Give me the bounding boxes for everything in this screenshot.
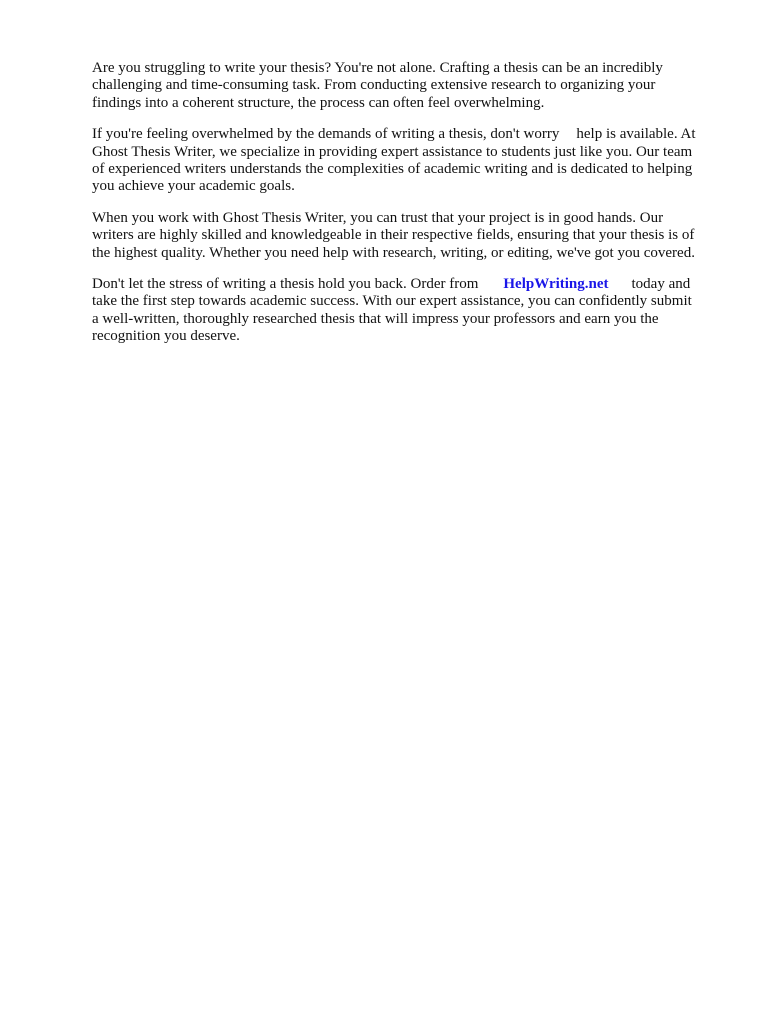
text-line: findings into a coherent structure, the process can often feel overwhelming. xyxy=(92,94,545,111)
text-line: Ghost Thesis Writer, we specialize in providing expert assistance to students just like you. Our team xyxy=(92,143,693,160)
text-line: take the first step towards academic success. With our expert assistance, you can confidently submit xyxy=(92,293,692,310)
text-line: a well-written, thoroughly researched thesis that will impress your professors and earn you the xyxy=(92,310,659,327)
text-line: of experienced writers understands the complexities of academic writing and is dedicated to helping xyxy=(92,161,693,178)
paragraph-quality xyxy=(92,210,722,262)
text-line: recognition you deserve. xyxy=(92,328,240,345)
text-line: you achieve your academic goals. xyxy=(92,178,295,195)
paragraph-intro xyxy=(92,60,722,112)
text-line: Are you struggling to write your thesis? You're not alone. Crafting a thesis can be an incredibly xyxy=(92,60,663,76)
text-line xyxy=(92,126,722,143)
helpwriting-link[interactable]: HelpWriting.net xyxy=(503,276,609,293)
text-line: When you work with Ghost Thesis Writer, you can trust that your project is in good hands. Our xyxy=(92,209,664,226)
text-segment: Don't let the stress of writing a thesis hold you back. Order from xyxy=(92,276,479,293)
text-segment: today and xyxy=(631,276,691,293)
text-line: challenging and time-consuming task. From conducting extensive research to organizing your xyxy=(92,77,656,94)
text-segment: help is available. At xyxy=(576,126,696,143)
text-line: writers are highly skilled and knowledgeable in their respective fields, ensuring that your thesis is of xyxy=(92,227,695,244)
document-page xyxy=(92,60,722,360)
text-segment: If you're feeling overwhelmed by the demands of writing a thesis, don't worry xyxy=(92,126,560,143)
text-line: the highest quality. Whether you need help with research, writing, or editing, we've got you covered. xyxy=(92,244,695,261)
text-line xyxy=(92,276,722,293)
paragraph-help-available xyxy=(92,126,722,196)
paragraph-call-to-action xyxy=(92,276,722,346)
